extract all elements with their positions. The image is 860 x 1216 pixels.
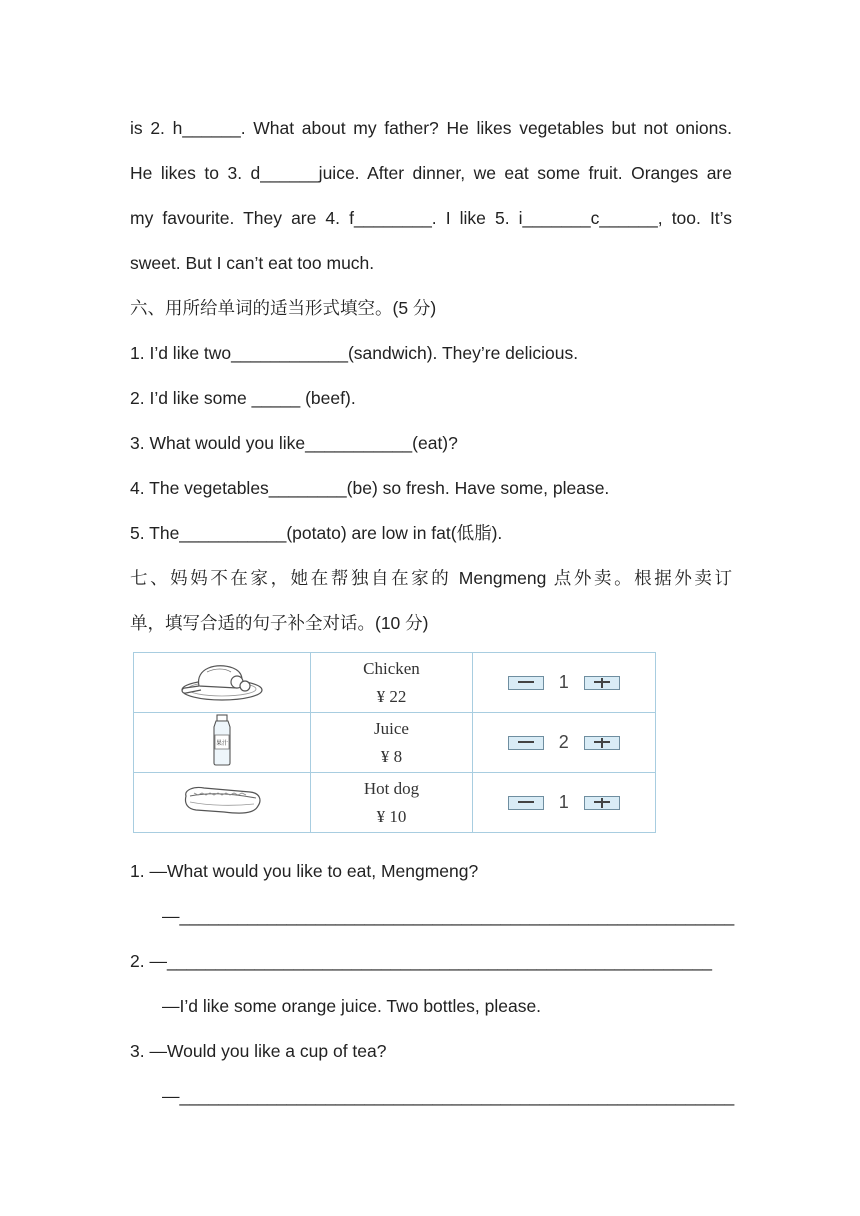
order-row: [134, 653, 656, 713]
quantity-value: 1: [558, 792, 569, 812]
item-price: ¥ 8: [380, 746, 403, 766]
dialogue-line: 1. —What would you like to eat, Mengmeng?: [130, 861, 479, 881]
question-item: 3. What would you like___________(eat)?: [130, 433, 458, 453]
minus-button[interactable]: [508, 796, 544, 810]
item-price: ¥ 10: [376, 806, 407, 826]
order-row: [134, 713, 656, 773]
question-item: 5. The___________(potato) are low in fat(低脂).: [130, 523, 503, 543]
minus-icon: [518, 741, 534, 743]
quantity-cell: [472, 653, 655, 713]
bottle-label: 果汁: [216, 740, 229, 747]
item-image-cell: [134, 713, 311, 773]
dialogue-line: —I’d like some orange juice. Two bottles, please.: [162, 996, 542, 1016]
quantity-value: 1: [558, 672, 569, 692]
item-name-cell: [311, 653, 472, 713]
hot-dog-icon: [180, 782, 264, 818]
question-item: 2. I’d like some _____ (beef).: [130, 388, 356, 408]
quantity-cell: [472, 713, 655, 773]
minus-button[interactable]: [508, 676, 544, 690]
quantity-stepper: [473, 792, 655, 813]
item-name: Chicken: [363, 658, 420, 678]
plus-button[interactable]: [584, 796, 620, 810]
passage-line: He likes to 3. d______juice. After dinner, we eat some fruit. Oranges are: [130, 163, 732, 183]
quantity-stepper: [473, 672, 655, 693]
item-name: Hot dog: [363, 778, 420, 798]
juice-bottle-icon: [207, 713, 237, 767]
plus-button[interactable]: [584, 736, 620, 750]
item-name-cell: [311, 713, 472, 773]
quantity-stepper: [473, 732, 655, 753]
minus-button[interactable]: [508, 736, 544, 750]
quantity-value: 2: [558, 732, 569, 752]
minus-icon: [518, 681, 534, 683]
section-heading: 六、用所给单词的适当形式填空。(5 分): [130, 298, 437, 318]
order-table: [133, 652, 656, 833]
item-image-cell: [134, 773, 311, 833]
dialogue-line: 3. —Would you like a cup of tea?: [130, 1041, 387, 1061]
question-item: 1. I’d like two____________(sandwich). They’re delicious.: [130, 343, 579, 363]
passage-line: is 2. h______. What about my father? He likes vegetables but not onions.: [130, 118, 732, 138]
item-price: ¥ 22: [376, 686, 407, 706]
order-row: [134, 773, 656, 833]
answer-blank: —_________________________________________________________: [162, 1086, 735, 1106]
quantity-cell: [472, 773, 655, 833]
answer-blank: —_________________________________________________________: [162, 906, 735, 926]
passage-line: my favourite. They are 4. f________. I like 5. i_______c______, too. It’s: [130, 208, 732, 228]
section-heading: 七、妈妈不在家，她在帮独自在家的 Mengmeng 点外卖。根据外卖订: [130, 568, 732, 588]
minus-icon: [518, 801, 534, 803]
roast-chicken-icon: [177, 658, 267, 702]
item-name: Juice: [374, 718, 409, 738]
question-item: 4. The vegetables________(be) so fresh. Have some, please.: [130, 478, 610, 498]
plus-button[interactable]: [584, 676, 620, 690]
passage-line: sweet. But I can’t eat too much.: [130, 253, 375, 273]
item-name-cell: [311, 773, 472, 833]
item-image-cell: [134, 653, 311, 713]
section-heading: 单，填写合适的句子补全对话。(10 分): [130, 613, 429, 633]
answer-blank: 2. —________________________________________________________: [130, 951, 712, 971]
